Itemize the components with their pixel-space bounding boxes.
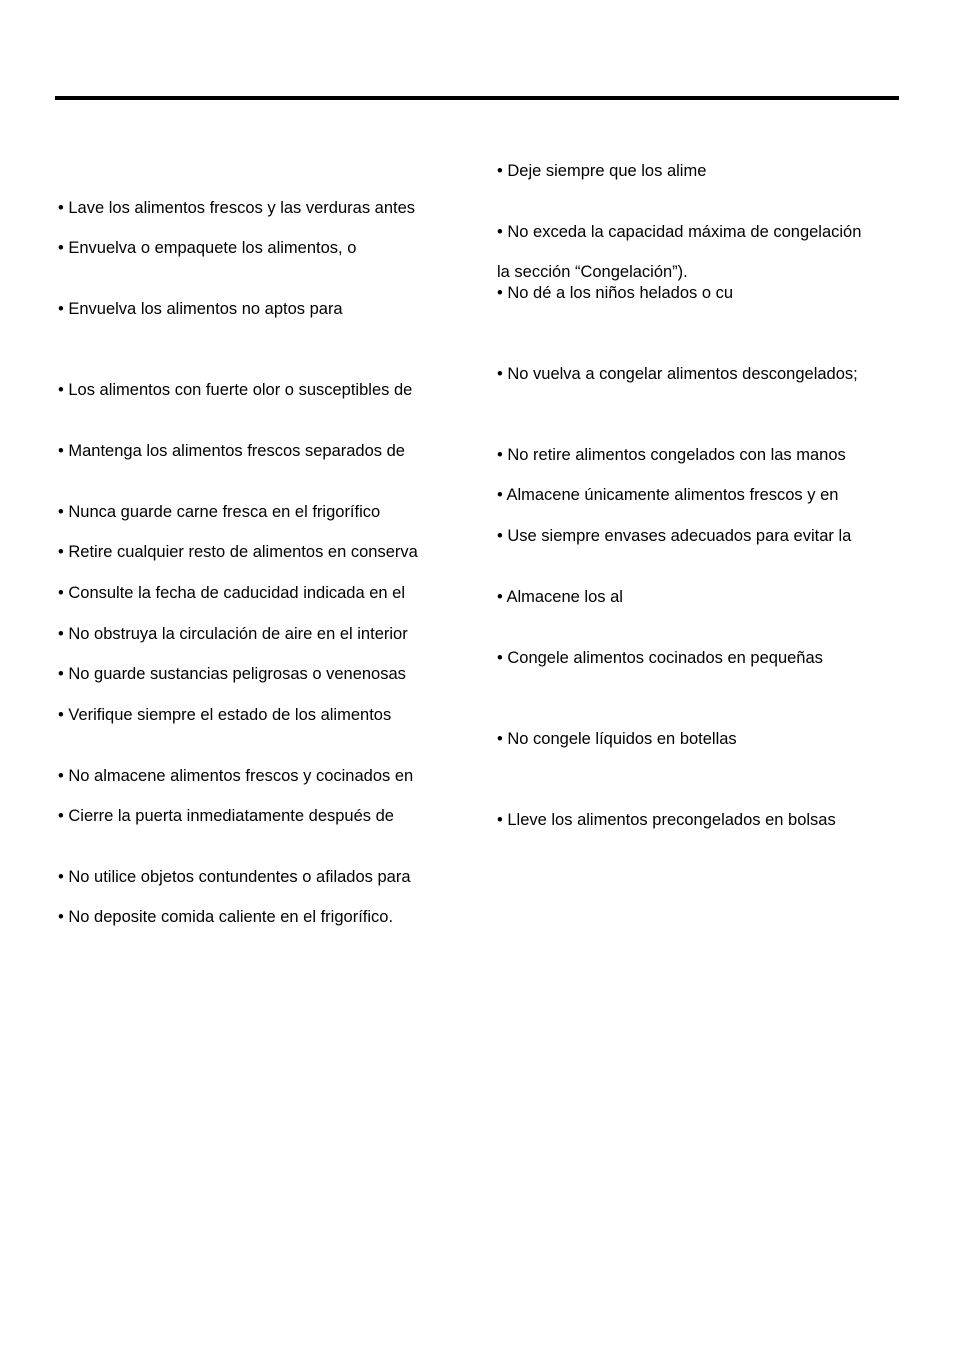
right-item-6: • Almacene únicamente alimentos frescos y en xyxy=(497,486,839,504)
left-item-4: • Los alimentos con fuerte olor o susceptibles de xyxy=(58,381,413,399)
right-item-4: • No vuelva a congelar alimentos descongelados; xyxy=(497,365,858,383)
right-item-10: • No congele líquidos en botellas xyxy=(497,730,737,748)
left-item-14: • No utilice objetos contundentes o afilados para xyxy=(58,868,411,886)
left-item-7: • Retire cualquier resto de alimentos en conserva xyxy=(58,543,418,561)
right-item-2: • No exceda la capacidad máxima de congelación xyxy=(497,223,862,241)
left-item-8: • Consulte la fecha de caducidad indicada en el xyxy=(58,584,406,602)
left-item-3: • Envuelva los alimentos no aptos para xyxy=(58,300,343,318)
right-item-3: • No dé a los niños helados o cu xyxy=(497,284,734,302)
left-item-10: • No guarde sustancias peligrosas o venenosas xyxy=(58,665,406,683)
right-item-8: • Almacene los al xyxy=(497,588,623,606)
right-item-11: • Lleve los alimentos precongelados en bolsas xyxy=(497,811,836,829)
right-item-2-continuation: la sección “Congelación”). xyxy=(497,263,688,281)
left-item-2: • Envuelva o empaquete los alimentos, o xyxy=(58,239,357,257)
left-item-15: • No deposite comida caliente en el frigorífico. xyxy=(58,908,394,926)
left-item-6: • Nunca guarde carne fresca en el frigorífico xyxy=(58,503,381,521)
left-item-11: • Verifique siempre el estado de los alimentos xyxy=(58,706,392,724)
left-item-9: • No obstruya la circulación de aire en el interior xyxy=(58,625,408,643)
left-item-13: • Cierre la puerta inmediatamente después de xyxy=(58,807,394,825)
right-item-7: • Use siempre envases adecuados para evitar la xyxy=(497,527,852,545)
left-item-5: • Mantenga los alimentos frescos separados de xyxy=(58,442,405,460)
left-item-1: • Lave los alimentos frescos y las verduras antes xyxy=(58,199,416,217)
right-item-5: • No retire alimentos congelados con las manos xyxy=(497,446,846,464)
right-item-1: • Deje siempre que los alime xyxy=(497,162,707,180)
top-horizontal-rule xyxy=(55,96,899,100)
right-item-9: • Congele alimentos cocinados en pequeñas xyxy=(497,649,823,667)
left-item-12: • No almacene alimentos frescos y cocinados en xyxy=(58,767,414,785)
